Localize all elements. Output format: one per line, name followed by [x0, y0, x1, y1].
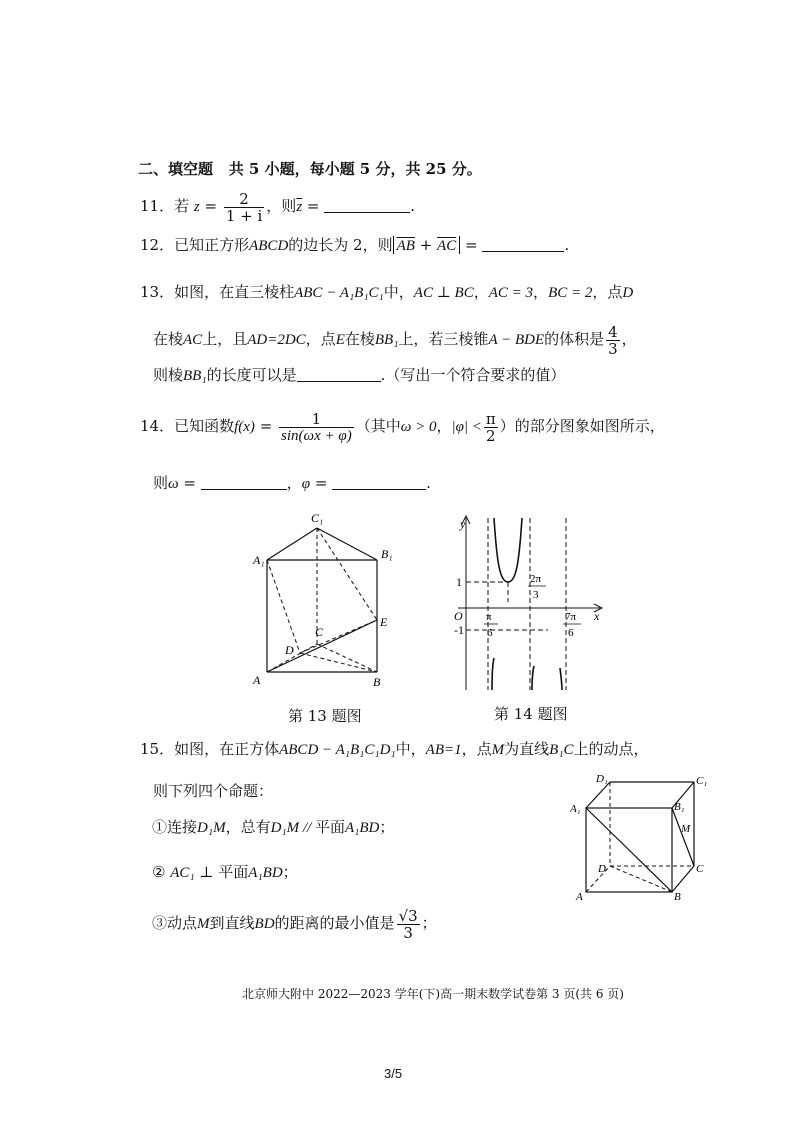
q15-p1-b: ，总有 — [225, 818, 271, 836]
q14-text3: ， — [436, 417, 452, 435]
q13-text-e: ，点 — [592, 283, 623, 301]
label-c1: C₁ — [696, 775, 708, 787]
figure-15-cube — [570, 770, 710, 904]
q15-text-b: 中， — [395, 740, 426, 758]
q15-text-d: 为直线 — [504, 740, 550, 758]
label-a1: A₁ — [570, 803, 581, 815]
question-15-line1 — [140, 738, 649, 759]
label-d: D — [285, 643, 294, 657]
q14-text4: ）的部分图象如图所示， — [499, 417, 665, 435]
q15-p2-a: ⊥ 平面 — [194, 863, 249, 881]
q12-plus: + — [414, 236, 438, 254]
figure-14-graph — [448, 512, 608, 692]
q14-frac-den: sin(ωx + φ) — [281, 427, 352, 444]
q13-bc: BC = 2 — [548, 285, 593, 301]
label-b1: B₁ — [674, 801, 685, 813]
q12-text2: 的边长为 2，则 — [288, 236, 393, 254]
q13-l2-text: 上，若三棱锥 — [398, 330, 489, 348]
label-a1: A₁ — [253, 553, 265, 567]
q15-p3-fraction — [397, 908, 420, 941]
label-one: 1 — [456, 575, 462, 589]
q12-eq: = — [460, 236, 483, 254]
q13-l2-ac: AC — [183, 332, 203, 348]
q15-p2-plane: A₁BD — [248, 865, 283, 881]
q15-p1-c: 平面 — [314, 818, 345, 836]
q13-l2-g: ， — [621, 330, 637, 348]
label-b: B — [373, 675, 381, 689]
question-13-line2 — [153, 319, 637, 360]
segment-db-hidden — [610, 866, 672, 892]
q13-l2-bb1: BB₁ — [374, 332, 399, 348]
segment-b1c — [672, 808, 694, 866]
q13-number: 13． — [140, 283, 175, 301]
figure-13-prism — [245, 508, 405, 694]
label-d1: D₁ — [596, 773, 608, 785]
edge-bc — [672, 866, 694, 892]
q11-text: 若 — [174, 197, 190, 215]
label-d: D — [598, 863, 606, 875]
q13-l2-a: 在棱 — [153, 330, 184, 348]
q15-p3-b: 到直线 — [209, 914, 255, 932]
question-12 — [140, 234, 569, 255]
edge-a1c1 — [267, 528, 317, 560]
q14-pi-half — [484, 411, 498, 444]
page-number: 3/5 — [384, 1066, 403, 1081]
q11-end: . — [410, 197, 416, 215]
figure-14-caption: 第 14 题图 — [494, 705, 568, 723]
q15-p3-d: ； — [421, 914, 437, 932]
q15-p1-plane: A₁BD — [345, 820, 380, 836]
q12-norm — [393, 236, 461, 254]
label-m: M — [681, 823, 691, 835]
q15-p1-d1m: D₁M — [197, 820, 226, 836]
q13-l2-ad: AD=2DC — [247, 332, 306, 348]
q15-text-e: 上的动点， — [573, 740, 649, 758]
q14-cond-phi: |φ| < — [451, 419, 482, 435]
q15-cube: ABCD − A₁B₁C₁D₁ — [279, 742, 396, 758]
q13-point-d: D — [622, 285, 634, 301]
label-b1: B₁ — [381, 547, 393, 561]
q15-p3-den: 3 — [403, 923, 413, 942]
q11-answer-blank[interactable] — [324, 198, 410, 213]
q13-l2-pyramid: A − BDE — [488, 332, 545, 348]
label-c: C — [315, 625, 324, 639]
question-13-line3 — [153, 364, 565, 385]
q12-text: 已知正方形 — [174, 236, 250, 254]
label-c: C — [696, 863, 704, 875]
question-14-line1 — [140, 406, 665, 447]
label-c1: C₁ — [311, 511, 324, 525]
q13-l3-bb1: BB₁ — [183, 368, 207, 384]
edge-a1d1 — [586, 782, 610, 808]
label-y: y — [460, 517, 466, 531]
label-a: A — [576, 891, 583, 903]
q15-p2-ac1: AC₁ — [170, 865, 195, 881]
q15-ab: AB=1 — [425, 742, 462, 758]
q14-pi-den: 2 — [486, 426, 496, 445]
section-desc: 共 5 小题，每小题 5 分，共 25 分。 — [228, 160, 482, 178]
q15-b1c: B₁C — [549, 742, 574, 758]
q12-end: . — [564, 236, 570, 254]
label-a: A — [253, 673, 261, 687]
q15-p3-num: √3 — [398, 906, 418, 925]
q13-l2-e: E — [335, 332, 345, 348]
q13-prism: ABC − A₁B₁C₁ — [294, 285, 384, 301]
edge-cb-hidden — [317, 644, 377, 672]
question-15-line2 — [153, 780, 273, 801]
tick-2pi3-num: 2π — [530, 573, 542, 585]
q15-p3-a: 动点 — [167, 914, 198, 932]
q12-number: 12． — [140, 236, 175, 254]
q13-l3-a: 则棱 — [153, 366, 184, 384]
q13-text-b: 中， — [383, 283, 414, 301]
q14-pi-num: π — [485, 409, 496, 428]
q14-fx: f(x) — [234, 419, 255, 435]
q13-answer-blank[interactable] — [297, 367, 381, 382]
question-14-line2 — [153, 472, 431, 493]
q13-l2-f: 的体积是 — [544, 330, 605, 348]
q11-eq2: = — [302, 197, 325, 215]
tick-7pi6-num: 7π — [565, 611, 577, 623]
page-footer: 北京师大附中 2022—2023 学年(下)高一期末数学试卷第 3 页(共 6 页) — [242, 987, 624, 1001]
q11-text2: ，则 — [266, 197, 297, 215]
tick-pi6-den: 6 — [487, 627, 493, 639]
curve-lower-left — [492, 658, 494, 690]
q11-fraction — [224, 191, 264, 224]
edge-c1b1 — [317, 528, 377, 560]
tick-7pi6-den: 6 — [568, 627, 574, 639]
q14-text: 已知函数 — [174, 417, 235, 435]
question-15-prop3 — [152, 903, 437, 944]
q12-vec-ac: $\overline{AC}$ — [437, 238, 457, 254]
question-13-line1 — [140, 281, 633, 302]
q15-line2: 则下列四个命题： — [153, 782, 274, 800]
q13-volume-fraction — [606, 324, 620, 357]
q15-p3-bd: BD — [254, 916, 275, 932]
q14-eq2: = — [178, 474, 201, 492]
q14-omega: ω — [168, 476, 179, 492]
q15-text-c: ，点 — [461, 740, 492, 758]
q11-number: 11． — [140, 197, 175, 215]
q14-eq: = — [254, 417, 278, 435]
label-e: E — [380, 615, 388, 629]
segment-a1d-hidden — [267, 560, 300, 653]
segment-de-hidden — [300, 620, 377, 653]
section-title: 二、填空题 — [138, 160, 214, 178]
q13-text-c: ， — [473, 283, 489, 301]
q13-l2-b: 上，且 — [202, 330, 248, 348]
q15-p1-rel: D₁M // — [270, 820, 315, 836]
q14-frac-num: 1 — [279, 411, 354, 428]
q15-m: M — [491, 742, 505, 758]
curve-lower-right — [560, 668, 562, 690]
section-header — [138, 158, 482, 179]
q15-text: 如图，在正方体 — [174, 740, 280, 758]
q14-number: 14． — [140, 417, 175, 435]
q15-p3-mark: ③ — [152, 914, 168, 932]
q13-l2-c: ，点 — [305, 330, 336, 348]
tick-2pi3-den: 3 — [533, 589, 539, 601]
question-11 — [140, 186, 415, 227]
q14-comma: ， — [286, 474, 302, 492]
q14-text2: （其中 — [355, 417, 401, 435]
q13-ac: AC = 3 — [488, 285, 534, 301]
q14-eq3: = — [310, 474, 333, 492]
tick-pi6-num: π — [486, 611, 492, 623]
question-15-prop2 — [152, 861, 298, 882]
q15-p2-b: ； — [282, 863, 298, 881]
q15-p3-c: 的距离的最小值是 — [274, 914, 395, 932]
label-b: B — [674, 891, 681, 903]
q15-p3-m: M — [197, 916, 210, 932]
curve-upper-branch — [494, 518, 522, 582]
curve-lower-mid — [532, 666, 534, 690]
q13-vol-num: 4 — [608, 322, 618, 341]
label-neg-one: -1 — [454, 623, 464, 637]
q14-end: . — [426, 474, 431, 492]
q13-l3-b: 的长度可以是 — [206, 366, 297, 384]
q15-p1-d: ； — [379, 818, 395, 836]
q13-l2-d: 在棱 — [344, 330, 375, 348]
q11-zbar: $\overline{z}$ — [296, 199, 303, 215]
q11-frac-num: 2 — [224, 191, 264, 208]
segment-c1e-hidden — [317, 528, 377, 620]
q11-z: z — [193, 199, 200, 215]
q12-vec-ab: $\overline{AB}$ — [396, 238, 415, 254]
q14-cond-omega: ω > 0 — [400, 419, 437, 435]
q15-number: 15． — [140, 740, 175, 758]
question-15-prop1 — [152, 816, 394, 837]
q14-function-fraction — [279, 411, 354, 444]
q13-vol-den: 3 — [608, 339, 618, 358]
q13-text-d: ， — [533, 283, 549, 301]
q14-l2-a: 则 — [153, 474, 169, 492]
label-x: x — [594, 609, 600, 623]
q15-p1-mark: ① — [152, 818, 168, 836]
q15-p2-mark: ② — [152, 863, 166, 881]
q11-eq: = — [199, 197, 222, 215]
q13-text: 如图，在直三棱柱 — [174, 283, 295, 301]
label-origin: O — [454, 609, 463, 623]
q13-perp: AC ⊥ BC — [413, 285, 474, 301]
q12-abcd: ABCD — [249, 238, 289, 254]
q11-frac-den: 1 + i — [225, 206, 263, 225]
q14-omega-blank[interactable] — [201, 475, 287, 490]
q14-phi: φ — [301, 476, 311, 492]
figure-13-caption: 第 13 题图 — [288, 707, 362, 725]
q13-l3-c: .（写出一个符合要求的值） — [380, 366, 566, 384]
q15-p1-a: 连接 — [167, 818, 198, 836]
segment-a1b — [586, 808, 672, 892]
q12-answer-blank[interactable] — [482, 237, 564, 252]
segment-db-hidden — [300, 653, 377, 672]
q14-phi-blank[interactable] — [332, 475, 426, 490]
